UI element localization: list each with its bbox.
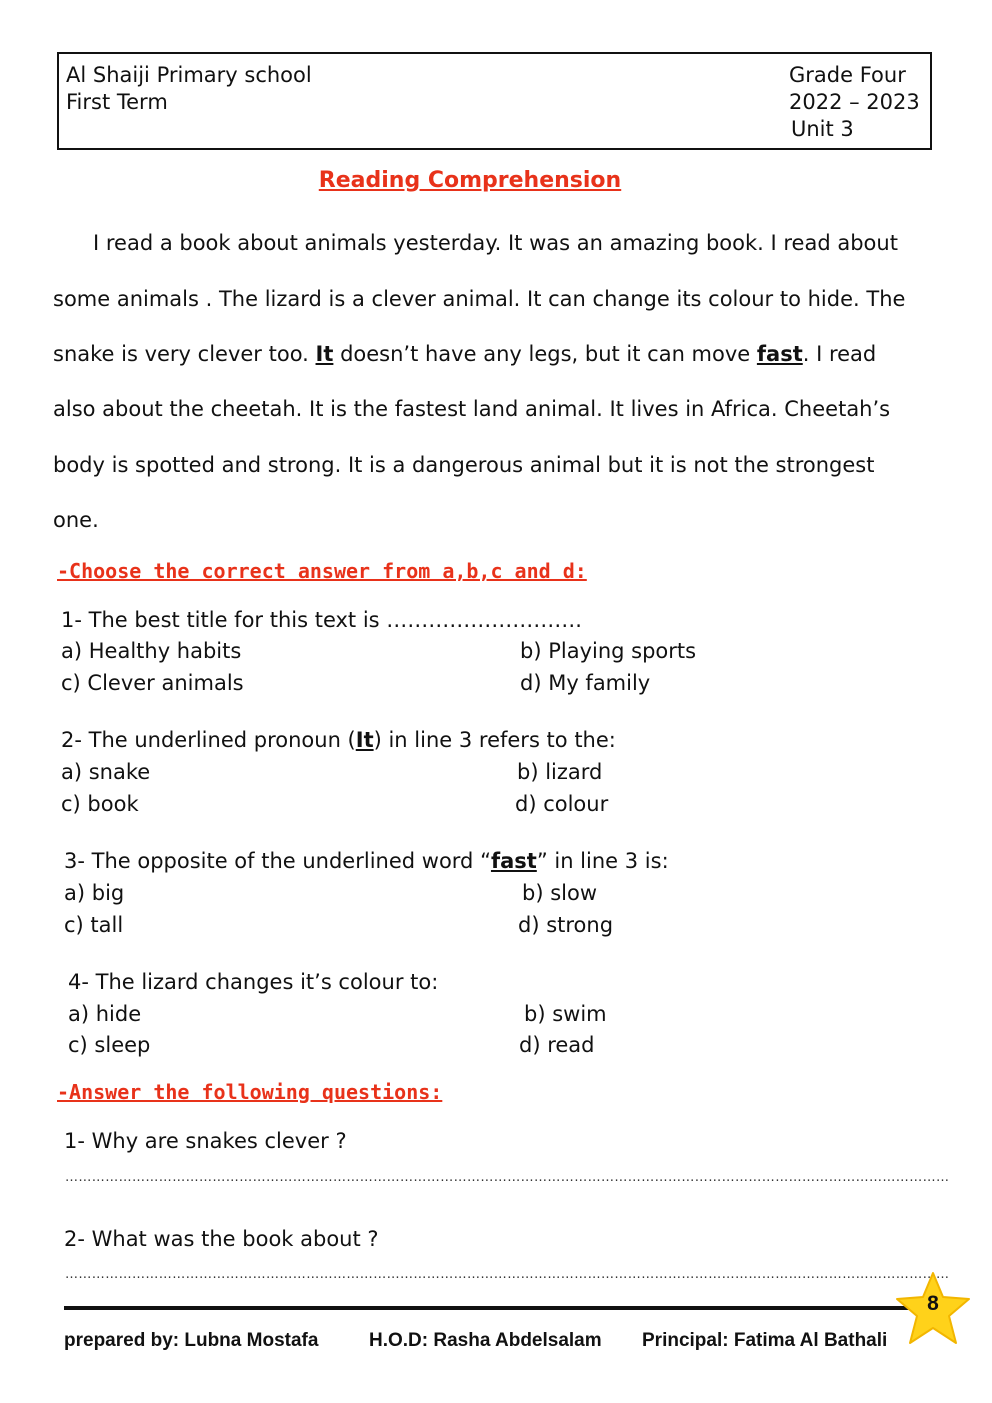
option-d: d) My family xyxy=(520,671,651,695)
underlined-it: It xyxy=(315,342,334,366)
option-c: c) tall xyxy=(64,913,124,937)
option-c: c) book xyxy=(61,792,139,816)
question-text: ) in line 3 refers to the: xyxy=(373,728,616,752)
option-a: a) big xyxy=(64,881,125,905)
answer-line-1[interactable]: ……………………………………………………………………………………………………………………………………………………………………………… xyxy=(65,1170,950,1185)
open-question-1: 1- Why are snakes clever ? xyxy=(64,1129,347,1153)
passage-line: I read a book about animals yesterday. It was an amazing book. I read about xyxy=(93,231,898,255)
term: First Term xyxy=(66,90,168,114)
grade: Grade Four xyxy=(789,63,906,87)
principal: Principal: Fatima Al Bathali xyxy=(642,1330,888,1351)
page-number: 8 xyxy=(927,1292,939,1315)
option-b: b) slow xyxy=(522,881,597,905)
question-1: 1- The best title for this text is ………………………. xyxy=(61,608,582,632)
option-d: d) colour xyxy=(515,792,609,816)
question-text: 3- The opposite of the underlined word “ xyxy=(64,849,491,873)
passage-text: snake is very clever too. xyxy=(53,342,316,366)
question-text: 2- The underlined pronoun ( xyxy=(61,728,356,752)
option-c: c) Clever animals xyxy=(61,671,244,695)
school-name: Al Shaiji Primary school xyxy=(66,63,312,87)
question-2 xyxy=(61,727,616,754)
underlined-fast: fast xyxy=(756,342,803,366)
footer-divider xyxy=(64,1306,909,1310)
option-a: a) hide xyxy=(68,1002,142,1026)
option-b: b) swim xyxy=(524,1002,607,1026)
option-c: c) sleep xyxy=(68,1033,151,1057)
underlined-fast: fast xyxy=(490,849,537,873)
section-heading-answer: -Answer the following questions: xyxy=(57,1080,443,1104)
answer-line-2[interactable]: ……………………………………………………………………………………………………………………………………………………………………………… xyxy=(65,1267,950,1282)
header-box xyxy=(57,52,932,150)
page-title: Reading Comprehension xyxy=(318,168,622,193)
year: 2022 – 2023 xyxy=(789,90,920,114)
passage-line xyxy=(53,341,876,368)
prepared-by: prepared by: Lubna Mostafa xyxy=(64,1330,319,1351)
option-b: b) lizard xyxy=(517,760,603,784)
question-4: 4- The lizard changes it’s colour to: xyxy=(68,970,439,994)
passage-text: . I read xyxy=(802,342,877,366)
passage-text: doesn’t have any legs, but it can move xyxy=(333,342,757,366)
passage-line: body is spotted and strong. It is a dangerous animal but it is not the strongest xyxy=(53,453,875,477)
underlined-it: It xyxy=(355,728,374,752)
option-d: d) strong xyxy=(518,913,614,937)
question-text: ” in line 3 is: xyxy=(536,849,669,873)
hod: H.O.D: Rasha Abdelsalam xyxy=(369,1330,602,1351)
passage-line: one. xyxy=(53,508,99,532)
open-question-2: 2- What was the book about ? xyxy=(64,1227,379,1251)
passage-line: some animals . The lizard is a clever animal. It can change its colour to hide. The xyxy=(53,287,906,311)
option-b: b) Playing sports xyxy=(520,639,697,663)
passage-line: also about the cheetah. It is the fastest land animal. It lives in Africa. Cheetah’s xyxy=(53,397,891,421)
option-a: a) snake xyxy=(61,760,151,784)
option-d: d) read xyxy=(519,1033,595,1057)
option-a: a) Healthy habits xyxy=(61,639,242,663)
unit: Unit 3 xyxy=(791,117,854,141)
section-heading-choose: -Choose the correct answer from a,b,c and d: xyxy=(57,559,587,583)
question-3 xyxy=(64,848,669,875)
